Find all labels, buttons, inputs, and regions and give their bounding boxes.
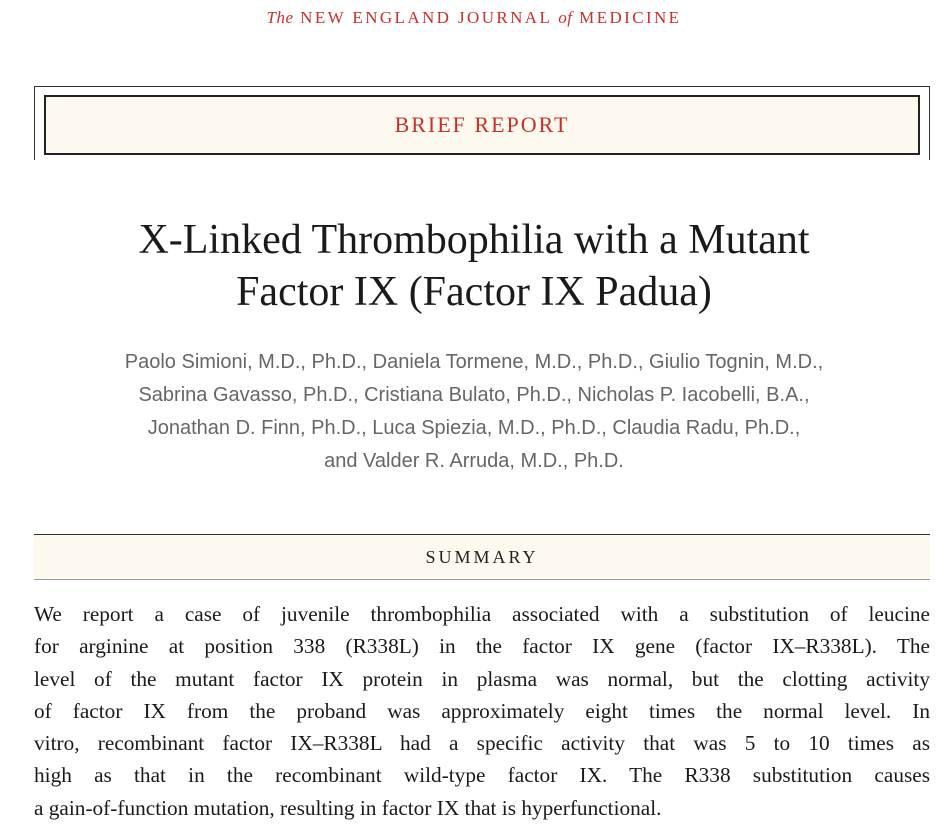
summary-line: vitro, recombinant factor IX–R338L had a specific activity that was 5 to 10 times as — [34, 731, 930, 756]
masthead-name-part1: NEW ENGLAND JOURNAL — [300, 8, 552, 27]
article-title — [0, 214, 948, 318]
summary-line: a gain-of-function mutation, resulting in factor IX that is hyperfunctional. — [34, 795, 662, 820]
masthead-the: The — [266, 8, 294, 27]
journal-masthead — [0, 8, 948, 28]
author-line: Jonathan D. Finn, Ph.D., Luca Spiezia, M.D., Ph.D., Claudia Radu, Ph.D., — [147, 417, 801, 439]
section-label: BRIEF REPORT — [394, 112, 570, 137]
author-list — [0, 346, 948, 478]
summary-heading-bar — [34, 534, 930, 580]
summary-text — [34, 598, 930, 824]
summary-line: of factor IX from the proband was approximately eight times the normal level. In — [34, 698, 930, 723]
author-line: Sabrina Gavasso, Ph.D., Cristiana Bulato, Ph.D., Nicholas P. Iacobelli, B.A., — [138, 384, 810, 406]
masthead-name-part2: MEDICINE — [579, 8, 682, 27]
masthead-of: of — [558, 8, 573, 27]
summary-heading: SUMMARY — [425, 546, 539, 567]
summary-line: We report a case of juvenile thrombophilia associated with a substitution of leucine — [34, 602, 930, 626]
author-line: and Valder R. Arruda, M.D., Ph.D. — [324, 450, 624, 472]
summary-line: level of the mutant factor IX protein in plasma was normal, but the clotting activity — [34, 666, 930, 691]
author-line: Paolo Simioni, M.D., Ph.D., Daniela Tormene, M.D., Ph.D., Giulio Tognin, M.D., — [124, 351, 824, 373]
title-line: Factor IX (Factor IX Padua) — [236, 269, 712, 315]
summary-line: high as that in the recombinant wild-type factor IX. The R338 substitution causes — [34, 763, 930, 788]
section-label-box — [44, 95, 920, 155]
title-line: X-Linked Thrombophilia with a Mutant — [138, 217, 810, 263]
summary-line: for arginine at position 338 (R338L) in the factor IX gene (factor IX–R338L). The — [34, 634, 930, 659]
